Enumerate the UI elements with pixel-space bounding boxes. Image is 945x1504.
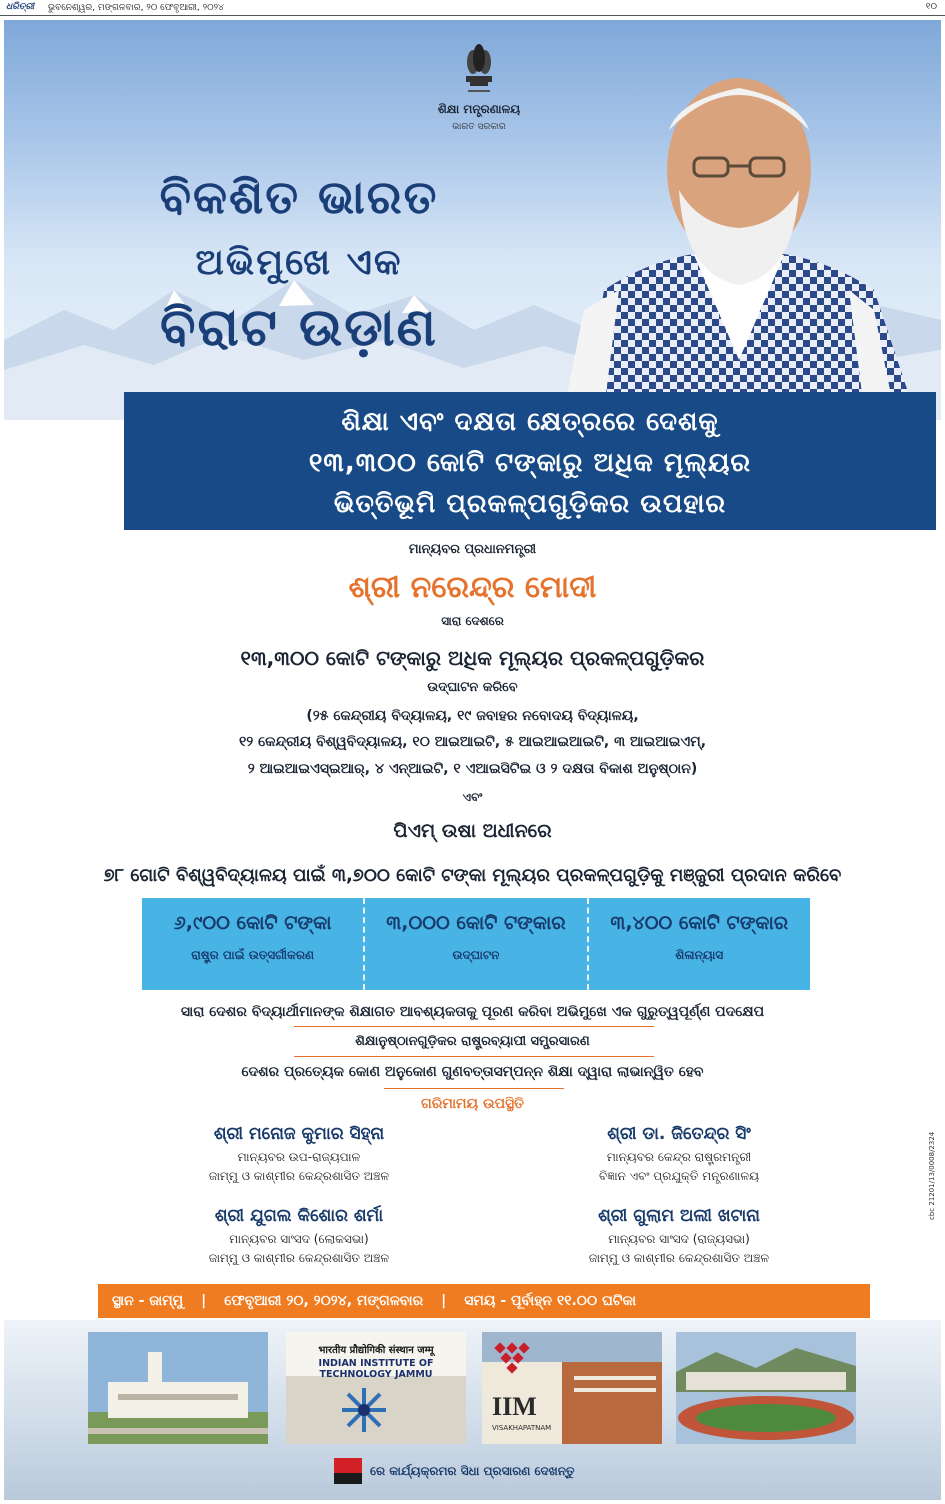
venue-time: ସମୟ - ପୂର୍ବାହ୍ନ ୧୧.୦୦ ଘଟିକା	[464, 1293, 637, 1309]
dignitary-card	[134, 1124, 464, 1184]
pm-honorific: ମାନ୍ୟବର ପ୍ରଧାନମନ୍ତ୍ରୀ	[408, 542, 537, 557]
stats-panel	[142, 898, 810, 990]
headline-banner	[124, 392, 936, 530]
project-amount-line: ୧୩,୩୦୦ କୋଟି ଟଙ୍କାରୁ ଅଧିକ ମୂଲ୍ୟର ପ୍ରକଳ୍ପଗୁଡ଼ିକର	[240, 646, 705, 670]
stat-label: ଉଦ୍‌ଘାଟନ	[452, 948, 500, 962]
and-text: ଏବଂ	[462, 790, 483, 804]
government-name: ଭାରତ ସରକାର	[452, 122, 506, 132]
banner-line-3: ଭିତ୍ତିଭୂମି ପ୍ରକଳ୍ପଗୁଡ଼ିକର ଉପହାର	[333, 489, 727, 519]
iim-visakhapatnam-photo	[482, 1332, 662, 1444]
central-university-photo	[88, 1332, 268, 1444]
prime-minister-portrait	[544, 60, 934, 410]
dignitary-card	[514, 1124, 844, 1184]
dignitary-name: ଶ୍ରୀ ମନୋଜ କୁମାର ସିହ୍ନା	[213, 1124, 385, 1144]
stat-inauguration	[365, 898, 588, 990]
separator: |	[441, 1293, 447, 1309]
broadcast-note	[334, 1458, 575, 1484]
stat-label: ରାଷ୍ଟ୍ର ପାଇଁ ଉତ୍ସର୍ଗୀକରଣ	[191, 948, 315, 962]
headline-line-3: ବିରାଟ ଉଡ଼ାଣ	[160, 298, 438, 358]
institutions-line-2: ୧୨ କେନ୍ଦ୍ରୀୟ ବିଶ୍ୱବିଦ୍ୟାଳୟ, ୧୦ ଆଇଆଇଟି, ୫ ଆଇଆଇଆଇଟି, ୩ ଆଇଆଇଏମ୍,	[238, 734, 707, 750]
dignitary-name: ଶ୍ରୀ ଯୁଗଲ କିଶୋର ଶର୍ମା	[214, 1206, 384, 1226]
dignitary-org: ଜାମ୍ମୁ ଓ କାଶ୍ମୀର କେନ୍ଦ୍ରଶାସିତ ଅଞ୍ଚଳ	[208, 1251, 390, 1265]
dignitaries-heading: ଗରିମାମୟ ଉପସ୍ଥିତି	[421, 1096, 524, 1112]
inaugurate-text: ଉଦ୍‌ଘାଟନ କରିବେ	[427, 680, 518, 695]
dignitary-card	[514, 1206, 844, 1266]
pm-name: ଶ୍ରୀ ନରେନ୍ଦ୍ର ମୋଦୀ	[348, 570, 597, 605]
stat-amount: ୬,୯୦୦ କୋଟି ଟଙ୍କା	[173, 912, 332, 934]
dignitary-name: ଶ୍ରୀ ଡା. ଜିତେନ୍ଦ୍ର ସିଂ	[607, 1124, 751, 1144]
impact-line-2: ଶିକ୍ଷାନୁଷ୍ଠାନଗୁଡ଼ିକର ରାଷ୍ଟ୍ରବ୍ୟାପୀ ସମ୍ପ୍ରସାରଣ	[355, 1034, 590, 1049]
broadcast-text: ରେ କାର୍ଯ୍ୟକ୍ରମର ସିଧା ପ୍ରସାରଣ ଦେଖନ୍ତୁ	[370, 1463, 575, 1478]
pm-usha-line: ପିଏମ୍ ଉଷା ଅଧୀନରେ	[393, 820, 552, 842]
venue-date: ଫେବୃଆରୀ ୨୦, ୨୦୨୪, ମଙ୍ଗଳବାର	[224, 1293, 424, 1309]
dignitary-org: ବିଜ୍ଞାନ ଏବଂ ପ୍ରଯୁକ୍ତି ମନ୍ତ୍ରଣାଳୟ	[599, 1169, 759, 1183]
stat-dedication	[142, 898, 365, 990]
venue-bar	[98, 1284, 870, 1318]
nationwide-text: ସାରା ଦେଶରେ	[441, 614, 504, 628]
stat-amount: ୩,୦୦୦ କୋଟି ଟଙ୍କାର	[386, 912, 566, 934]
venue-place: ସ୍ଥାନ - ଜାମ୍ମୁ	[112, 1293, 184, 1309]
headline-line-1: ବିକଶିତ ଭାରତ	[159, 170, 439, 224]
divider	[294, 1056, 654, 1057]
iim-logo-text: IIM	[492, 1392, 537, 1421]
sanction-line: ୭୮ ଗୋଟି ବିଶ୍ୱବିଦ୍ୟାଳୟ ପାଇଁ ୩,୭୦୦ କୋଟି ଟଙ୍କା ମୂଲ୍ୟର ପ୍ରକଳ୍ପଗୁଡ଼ିକୁ ମଞ୍ଜୁରୀ ପ୍ରଦାନ କରିବେ	[103, 865, 842, 886]
newspaper-header	[0, 0, 945, 16]
page-number: ୧୦	[925, 2, 937, 12]
divider	[294, 1026, 654, 1027]
national-emblem-icon	[462, 38, 496, 98]
banner-line-2: ୧୩,୩୦୦ କୋଟି ଟଙ୍କାରୁ ଅଧିକ ମୂଲ୍ୟର	[308, 448, 752, 478]
separator: |	[201, 1293, 207, 1309]
iim-city-text: VISAKHAPATNAM	[492, 1424, 552, 1432]
dignitary-org: ଜାମ୍ମୁ ଓ କାଶ୍ମୀର କେନ୍ଦ୍ରଶାସିତ ଅଞ୍ଚଳ	[208, 1169, 390, 1183]
institutions-line-3: ୨ ଆଇଆଇଏସ୍ଇଆର୍, ୪ ଏନ୍ଆଇଟି, ୧ ଏଆଇସିଟିଇ ଓ ୨ ଦକ୍ଷତା ବିକାଶ ଅନୁଷ୍ଠାନ)	[247, 761, 698, 777]
divider	[384, 1088, 564, 1089]
stat-amount: ୩,୪୦୦ କୋଟି ଟଙ୍କାର	[610, 912, 789, 934]
stat-foundation-stone	[589, 898, 810, 990]
dignitary-role: ମାନ୍ୟବର ଉପ-ରାଜ୍ୟପାଳ	[237, 1150, 361, 1164]
dignitary-role: ମାନ୍ୟବର ସାଂସଦ (ଲୋକସଭା)	[229, 1232, 369, 1246]
dignitary-name: ଶ୍ରୀ ଗୁଲାମ ଅଲୀ ଖଟାନା	[598, 1206, 760, 1226]
iit-sign-english: INDIAN INSTITUTE OF TECHNOLOGY JAMMU	[318, 1358, 434, 1380]
newspaper-name: ଧରିତ୍ରୀ	[6, 2, 35, 12]
iit-sign-hindi: भारतीय प्रौद्योगिकी संस्थान जम्मू	[318, 1345, 434, 1356]
ministry-name: ଶିକ୍ଷା ମନ୍ତ୍ରଣାଳୟ	[437, 102, 521, 116]
dd-news-logo-icon	[334, 1458, 362, 1484]
dignitary-org: ଜାମ୍ମୁ ଓ କାଶ୍ମୀର କେନ୍ଦ୍ରଶାସିତ ଅଞ୍ଚଳ	[588, 1251, 770, 1265]
impact-line-1: ସାରା ଦେଶର ବିଦ୍ୟାର୍ଥୀମାନଙ୍କ ଶିକ୍ଷାଗତ ଆବଶ୍ୟକତାକୁ ପୂରଣ କରିବା ଅଭିମୁଖେ ଏକ ଗୁରୁତ୍ୱପୂର୍ଣ୍ଣ ପଦକ୍ଷେପ	[180, 1004, 765, 1020]
banner-line-1: ଶିକ୍ଷା ଏବଂ ଦକ୍ଷତା କ୍ଷେତ୍ରରେ ଦେଶକୁ	[341, 407, 719, 437]
headline-line-2: ଅଭିମୁଖେ ଏକ	[195, 242, 403, 283]
advertisement	[4, 20, 941, 1500]
institutions-line-1: (୨୫ କେନ୍ଦ୍ରୀୟ ବିଦ୍ୟାଳୟ, ୧୯ ଜବାହର ନବୋଦୟ ବିଦ୍ୟାଳୟ,	[306, 708, 639, 724]
iit-jammu-photo	[286, 1332, 466, 1444]
dignitary-role: ମାନ୍ୟବର ସାଂସଦ (ରାଜ୍ୟସଭା)	[608, 1232, 750, 1246]
dateline: ଭୁବନେଶ୍ୱର, ମଙ୍ଗଳବାର, ୨୦ ଫେବୃଆରୀ, ୨୦୨୪	[48, 3, 224, 13]
dignitary-card	[134, 1206, 464, 1266]
release-code: cbc 21201/13/0008/2324	[928, 1131, 936, 1220]
university-campus-photo	[676, 1332, 856, 1444]
dignitary-role: ମାନ୍ୟବର କେନ୍ଦ୍ର ରାଷ୍ଟ୍ରମନ୍ତ୍ରୀ	[606, 1150, 752, 1164]
stat-label: ଶିଳାନ୍ୟାସ	[675, 948, 724, 962]
impact-line-3: ଦେଶର ପ୍ରତ୍ୟେକ କୋଣ ଅନୁକୋଣ ଗୁଣବତ୍ତାସମ୍ପନ୍ନ ଶିକ୍ଷା ଦ୍ୱାରା ଲାଭାନ୍ୱିତ ହେବ	[241, 1064, 704, 1080]
